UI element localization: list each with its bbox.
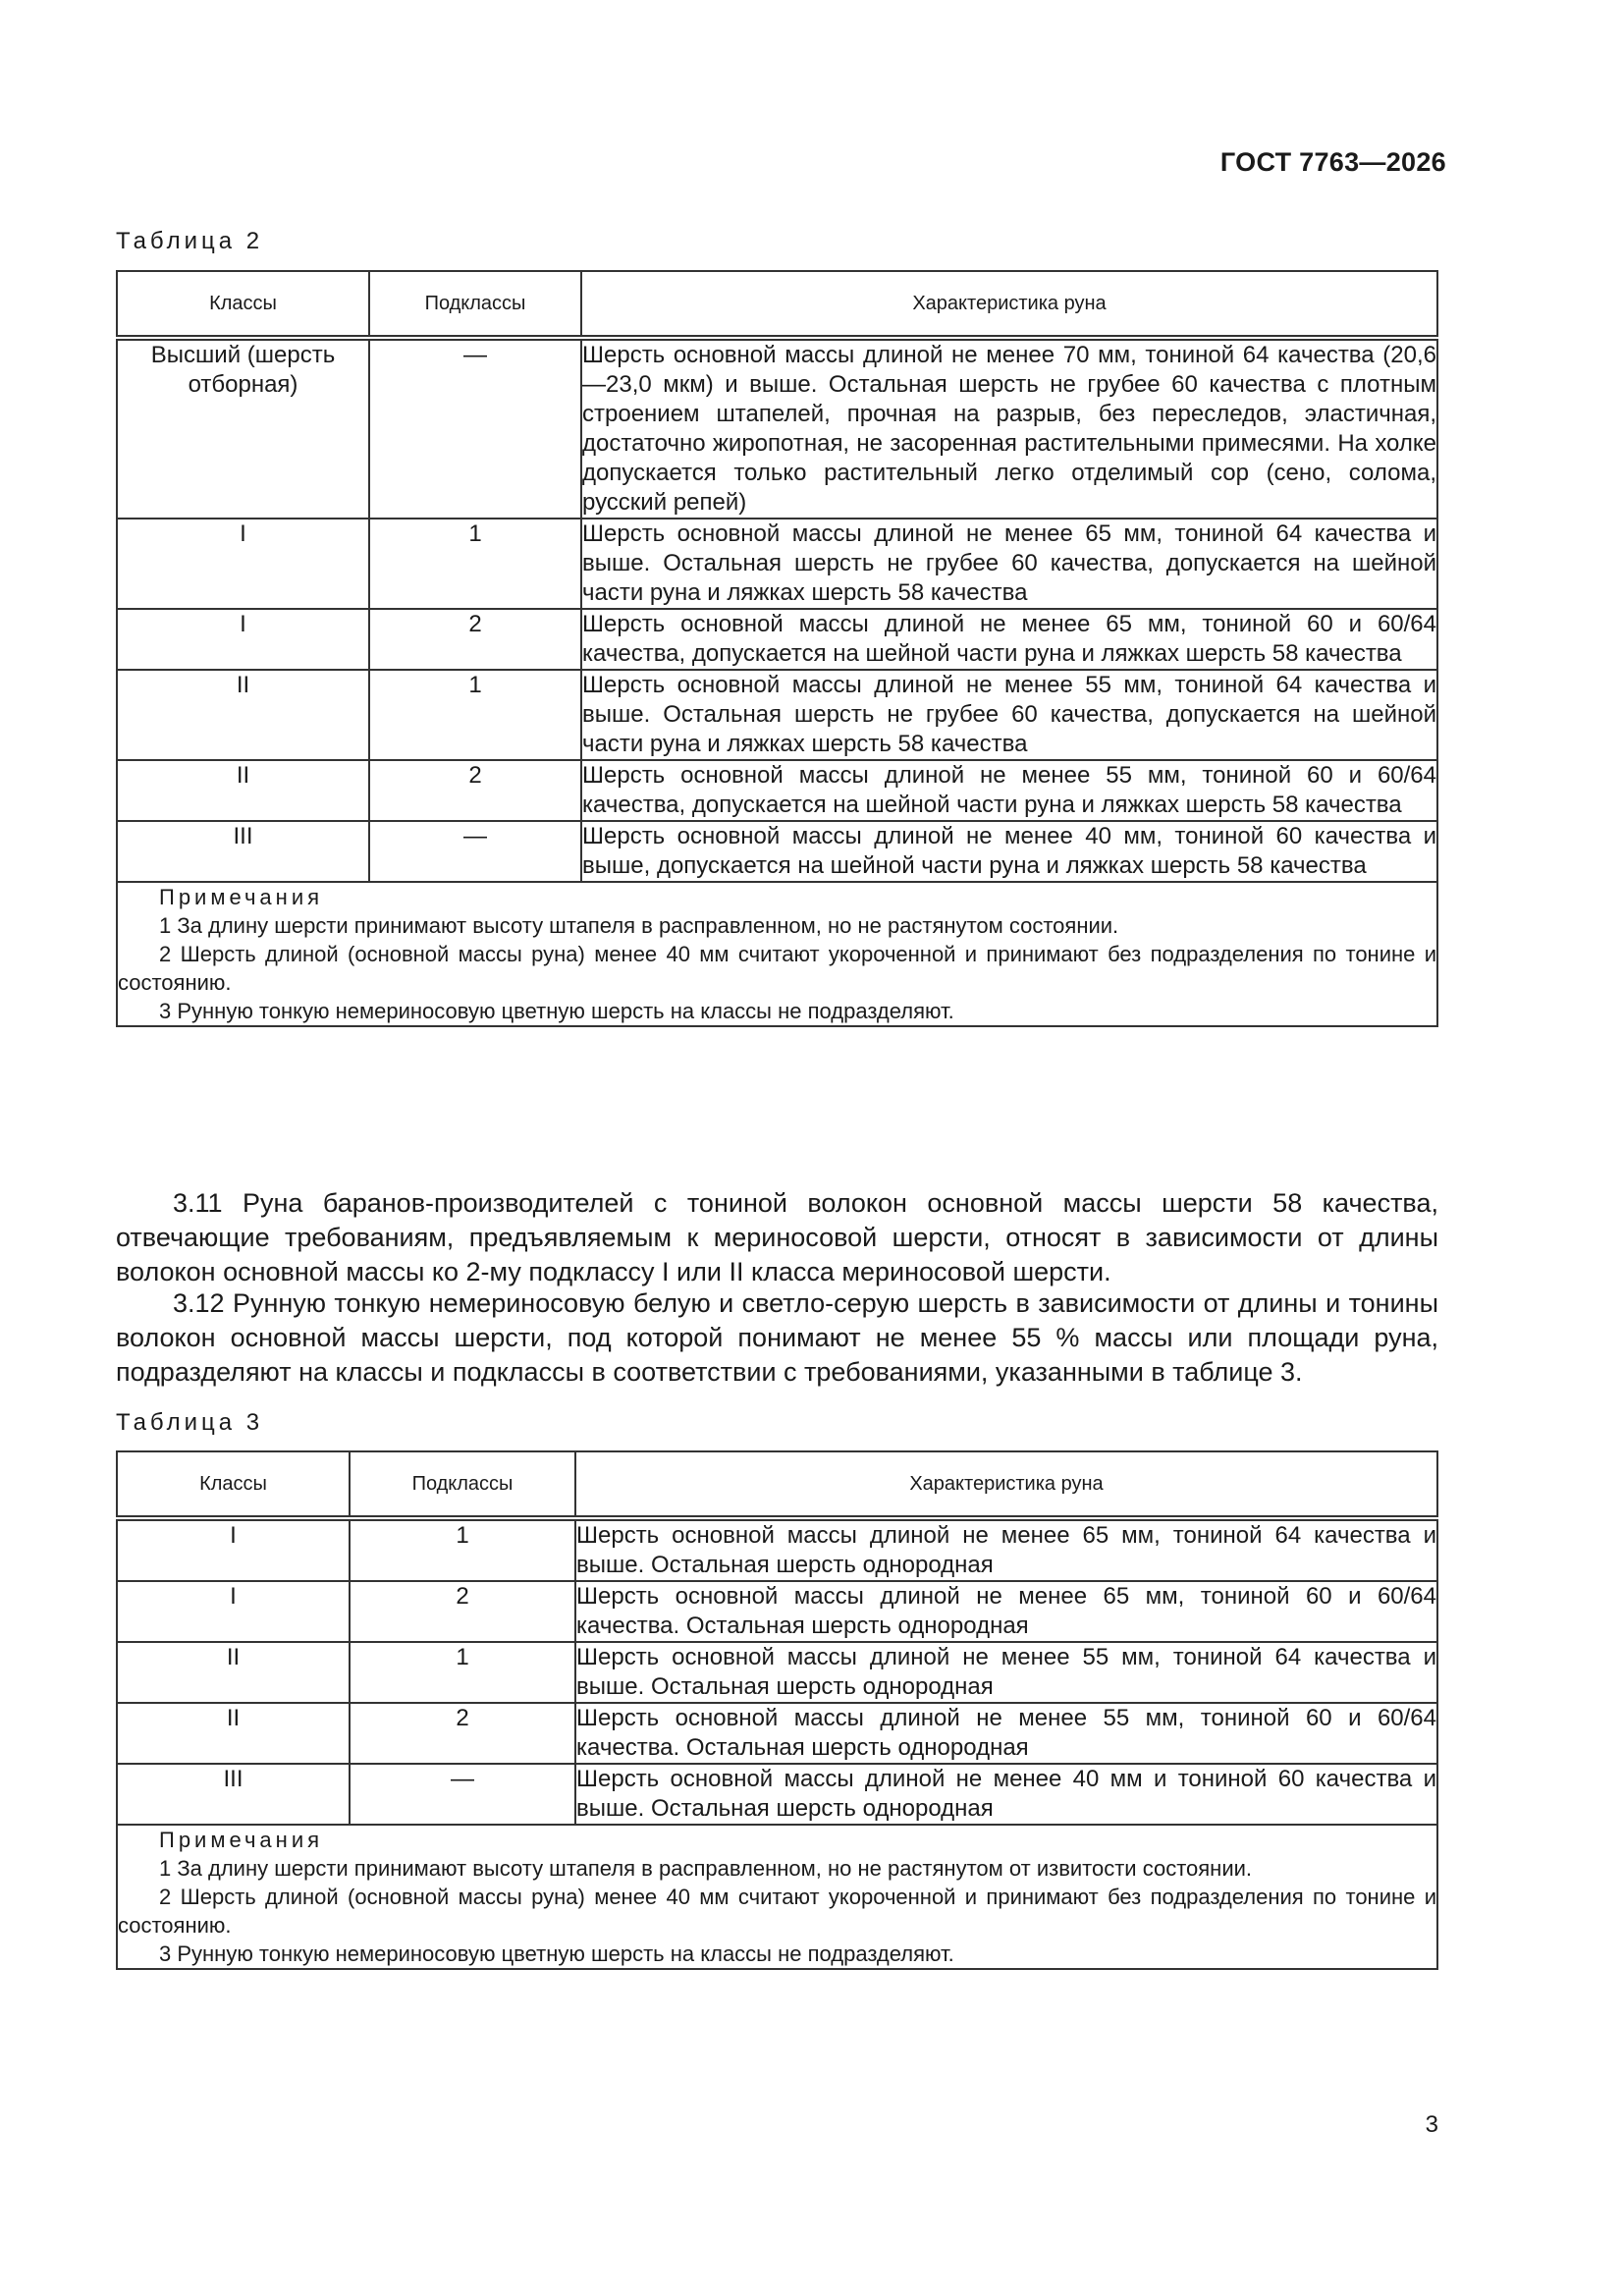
subclass-cell: 2 [350, 1703, 575, 1764]
paragraph-3-11: 3.11 Руна баранов-производителей с тониной волокон основной массы шерсти 58 качества, отвечающие требованиям, предъявляемым к мериносовой шерсти, относят в зависимости от длины волокон основной массы ко 2-му подклассу I или II класса мериносовой шерсти. [116, 1188, 1438, 1286]
class-cell: I [117, 1581, 350, 1642]
class-cell: III [117, 1764, 350, 1825]
table-2-caption: Таблица 2 [116, 228, 264, 254]
notes-row [117, 882, 1437, 1026]
table-row [117, 338, 1437, 519]
description-cell: Шерсть основной массы длиной не менее 70 мм, тониной 64 качества (20,6—23,0 мкм) и выше. Остальная шерсть не грубее 60 качества с плотным строением штапелей, прочная на разрыв, без переследов, эластичная, достаточно жиропотная, не засоренная растительными примесями. На холке допускается только растительный легко отделимый сор (сено, солома, русский репей) [581, 338, 1437, 519]
class-cell: II [117, 1642, 350, 1703]
description-cell: Шерсть основной массы длиной не менее 55 мм, тониной 64 качества и выше. Остальная шерсть однородная [575, 1642, 1437, 1703]
table-row [117, 1581, 1437, 1642]
description-cell: Шерсть основной массы длиной не менее 55 мм, тониной 60 и 60/64 качества, допускается на шейной части руна и ляжках шерсть 58 качества [581, 760, 1437, 821]
column-header-fleece-characteristic: Характеристика руна [581, 271, 1437, 338]
subclass-cell: 1 [350, 1518, 575, 1581]
column-header-classes: Классы [117, 271, 369, 338]
page-number: 3 [1425, 2111, 1438, 2138]
table-row [117, 609, 1437, 670]
description-cell: Шерсть основной массы длиной не менее 55 мм, тониной 60 и 60/64 качества. Остальная шерсть однородная [575, 1703, 1437, 1764]
column-header-fleece-characteristic: Характеристика руна [575, 1451, 1437, 1518]
column-header-classes: Классы [117, 1451, 350, 1518]
description-cell: Шерсть основной массы длиной не менее 55 мм, тониной 64 качества и выше. Остальная шерсть не грубее 60 качества, допускается на шейной части руна и ляжках шерсть 58 качества [581, 670, 1437, 760]
table-header-row [117, 271, 1437, 338]
table-row [117, 821, 1437, 882]
note-item: 1 За длину шерсти принимают высоту штапеля в расправленном, но не растянутом от извитости состоянии. [159, 1856, 1253, 1881]
class-cell: I [117, 609, 369, 670]
table-row [117, 760, 1437, 821]
description-cell: Шерсть основной массы длиной не менее 40 мм, тониной 60 качества и выше, допускается на шейной части руна и ляжках шерсть 58 качества [581, 821, 1437, 882]
table-row [117, 670, 1437, 760]
document-code: ГОСТ 7763—2026 [1219, 147, 1446, 177]
note-item: 1 За длину шерсти принимают высоту штапеля в расправленном, но не растянутом состоянии. [159, 913, 1119, 938]
description-cell: Шерсть основной массы длиной не менее 65 мм, тониной 60 и 60/64 качества. Остальная шерсть однородная [575, 1581, 1437, 1642]
table-header-row [117, 1451, 1437, 1518]
table-3-caption: Таблица 3 [116, 1409, 264, 1436]
subclass-cell: 1 [369, 670, 581, 760]
table-3 [116, 1450, 1438, 1970]
table-row [117, 1764, 1437, 1825]
class-cell: II [117, 670, 369, 760]
table-notes [117, 882, 1437, 1026]
class-cell: III [117, 821, 369, 882]
table-2 [116, 270, 1438, 1027]
description-cell: Шерсть основной массы длиной не менее 65 мм, тониной 64 качества и выше. Остальная шерсть не грубее 60 качества, допускается на шейной части руна и ляжках шерсть 58 качества [581, 519, 1437, 609]
table-row [117, 1642, 1437, 1703]
class-cell: I [117, 1518, 350, 1581]
class-cell: I [117, 519, 369, 609]
note-item: 3 Рунную тонкую немериносовую цветную шерсть на классы не подразделяют. [159, 1941, 954, 1966]
paragraph-3-12: 3.12 Рунную тонкую немериносовую белую и светло-серую шерсть в зависимости от длины и тонины волокон основной массы шерсти, под которой понимают не менее 55 % массы или площади руна, подразделяют на классы и подклассы в соответствии с требованиями, указанными в таблице 3. [116, 1288, 1438, 1387]
notes-title: Примечания [159, 1828, 324, 1852]
table-row [117, 519, 1437, 609]
subclass-cell: 1 [350, 1642, 575, 1703]
table-row [117, 1703, 1437, 1764]
description-cell: Шерсть основной массы длиной не менее 65 мм, тониной 60 и 60/64 качества, допускается на шейной части руна и ляжках шерсть 58 качества [581, 609, 1437, 670]
notes-row [117, 1825, 1437, 1969]
description-cell: Шерсть основной массы длиной не менее 65 мм, тониной 64 качества и выше. Остальная шерсть однородная [575, 1518, 1437, 1581]
description-cell: Шерсть основной массы длиной не менее 40 мм и тониной 60 качества и выше. Остальная шерсть однородная [575, 1764, 1437, 1825]
subclass-cell: 1 [369, 519, 581, 609]
subclass-cell: — [369, 338, 581, 519]
class-cell: II [117, 760, 369, 821]
column-header-subclasses: Подклассы [369, 271, 581, 338]
table-notes [117, 1825, 1437, 1969]
column-header-subclasses: Подклассы [350, 1451, 575, 1518]
subclass-cell: — [350, 1764, 575, 1825]
class-cell: II [117, 1703, 350, 1764]
subclass-cell: — [369, 821, 581, 882]
class-cell: Высший (шерсть отборная) [117, 338, 369, 519]
subclass-cell: 2 [369, 760, 581, 821]
note-item: 3 Рунную тонкую немериносовую цветную шерсть на классы не подразделяют. [159, 999, 954, 1023]
subclass-cell: 2 [369, 609, 581, 670]
subclass-cell: 2 [350, 1581, 575, 1642]
note-item: 2 Шерсть длиной (основной массы руна) менее 40 мм считают укороченной и принимают без подразделения по тонине и состоянию. [118, 942, 1436, 995]
notes-title: Примечания [159, 885, 324, 909]
table-row [117, 1518, 1437, 1581]
note-item: 2 Шерсть длиной (основной массы руна) менее 40 мм считают укороченной и принимают без подразделения по тонине и состоянию. [118, 1885, 1436, 1938]
